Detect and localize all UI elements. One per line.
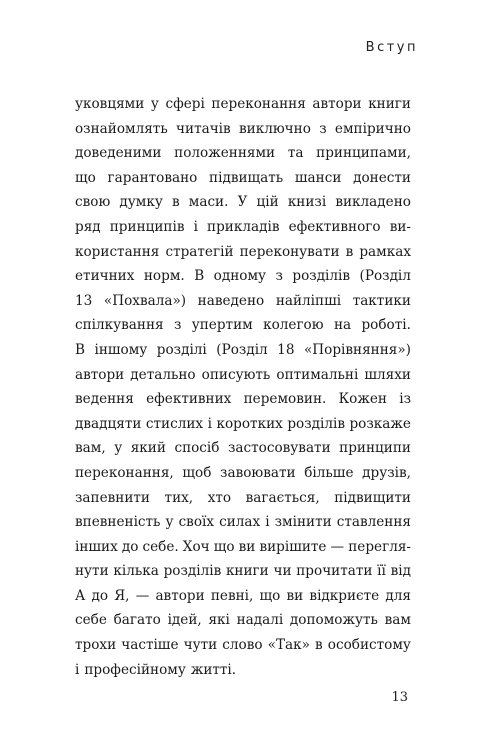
text-line: ознайомлять читачів виключно з емпірично [75,120,411,137]
text-line: впевненість у своїх силах і змінити ставлення [75,514,411,531]
text-line: уковцями у сфері переконання автори книги [75,96,411,112]
text-line: нути кілька розділів книги чи прочитати її від [75,563,411,580]
text-line: і професійному житті. [75,661,237,678]
text-line: що гарантовано підвищать шанси донести [75,169,411,186]
page-number: 13 [391,690,408,705]
text-line: 13 «Похвала») наведено найліпші тактики [75,292,411,309]
text-line: В іншому розділі (Розділ 18 «Порівняння») [75,341,411,358]
body-text [75,92,411,682]
text-line: інших до себе. Хоч що ви вирішите — перегля- [75,538,411,555]
running-header: Вступ [365,40,418,55]
text-line: себе багато ідей, які надалі допоможуть вам [75,612,411,629]
text-line: спілкування з упертим колегою на роботі. [75,317,411,334]
text-line: користання стратегій переконувати в рамках [75,243,411,260]
text-line: А до Я, — автори певні, що ви відкриєте для [75,587,411,604]
text-line: автори детально описують оптимальні шляхи [75,366,411,383]
text-line: ведення ефективних перемовин. Кожен із [75,391,411,408]
text-line: переконання, щоб завоювати більше друзів, [75,464,411,481]
text-line: свою думку в маси. У цій книзі викладено [75,194,411,211]
text-line: двадцяти стислих і коротких розділів розкаже [75,415,411,432]
text-line: трохи частіше чути слово «Так» в особистому [75,637,411,654]
text-line: ряд принципів і прикладів ефективного ви- [75,218,411,235]
text-line: доведеними положеннями та принципами, [75,145,411,162]
text-line: вам, у який спосіб застосовувати принципи [75,440,411,457]
text-line: етичних норм. В одному з розділів (Розділ [75,268,411,285]
text-line: запевнити тих, хто вагається, підвищити [75,489,411,506]
